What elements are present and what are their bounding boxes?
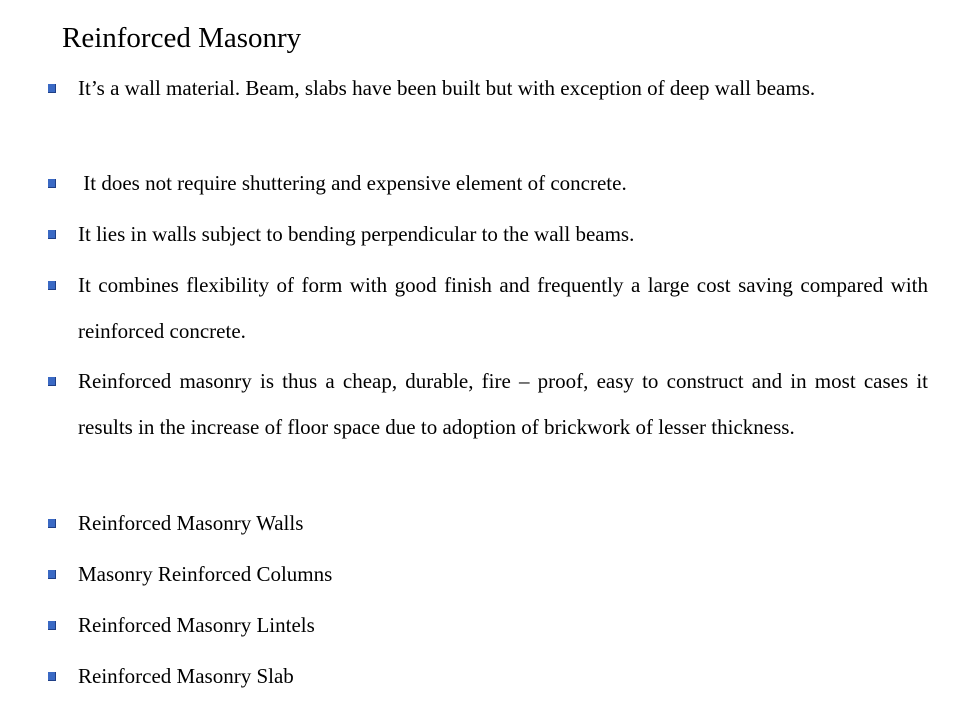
bullet-item — [48, 653, 928, 699]
bullet-text: It’s a wall material. Beam, slabs have been built but with exception of deep wall beams. — [78, 76, 816, 100]
bullet-item — [48, 262, 928, 354]
bullet-text: Reinforced Masonry Slab — [78, 664, 294, 688]
square-bullet-icon — [48, 621, 56, 630]
bullet-item — [48, 500, 928, 546]
bullet-item — [48, 551, 928, 597]
bullet-text: Reinforced masonry is thus a cheap, durable, fire – proof, easy to construct and in most cases it results in the increase of floor space due to adoption of brickwork of lesser thickness. — [78, 369, 928, 439]
square-bullet-icon — [48, 377, 56, 386]
square-bullet-icon — [48, 179, 56, 188]
bullet-item — [48, 160, 928, 206]
bullet-text: Masonry Reinforced Columns — [78, 562, 333, 586]
slide-title: Reinforced Masonry — [62, 22, 302, 54]
square-bullet-icon — [48, 281, 56, 290]
square-bullet-icon — [48, 672, 56, 681]
bullet-item — [48, 602, 928, 648]
square-bullet-icon — [48, 84, 56, 93]
bullet-text: It lies in walls subject to bending perpendicular to the wall beams. — [78, 222, 635, 246]
bullet-text: It combines flexibility of form with good finish and frequently a large cost saving compared with reinforced concrete. — [78, 273, 928, 343]
square-bullet-icon — [48, 230, 56, 239]
bullet-item — [48, 65, 928, 111]
bullet-text: Reinforced Masonry Walls — [78, 511, 304, 535]
bullet-text: It does not require shuttering and expensive element of concrete. — [78, 171, 627, 195]
square-bullet-icon — [48, 570, 56, 579]
bullet-item — [48, 358, 928, 450]
bullet-text: Reinforced Masonry Lintels — [78, 613, 315, 637]
bullet-item — [48, 211, 928, 257]
square-bullet-icon — [48, 519, 56, 528]
